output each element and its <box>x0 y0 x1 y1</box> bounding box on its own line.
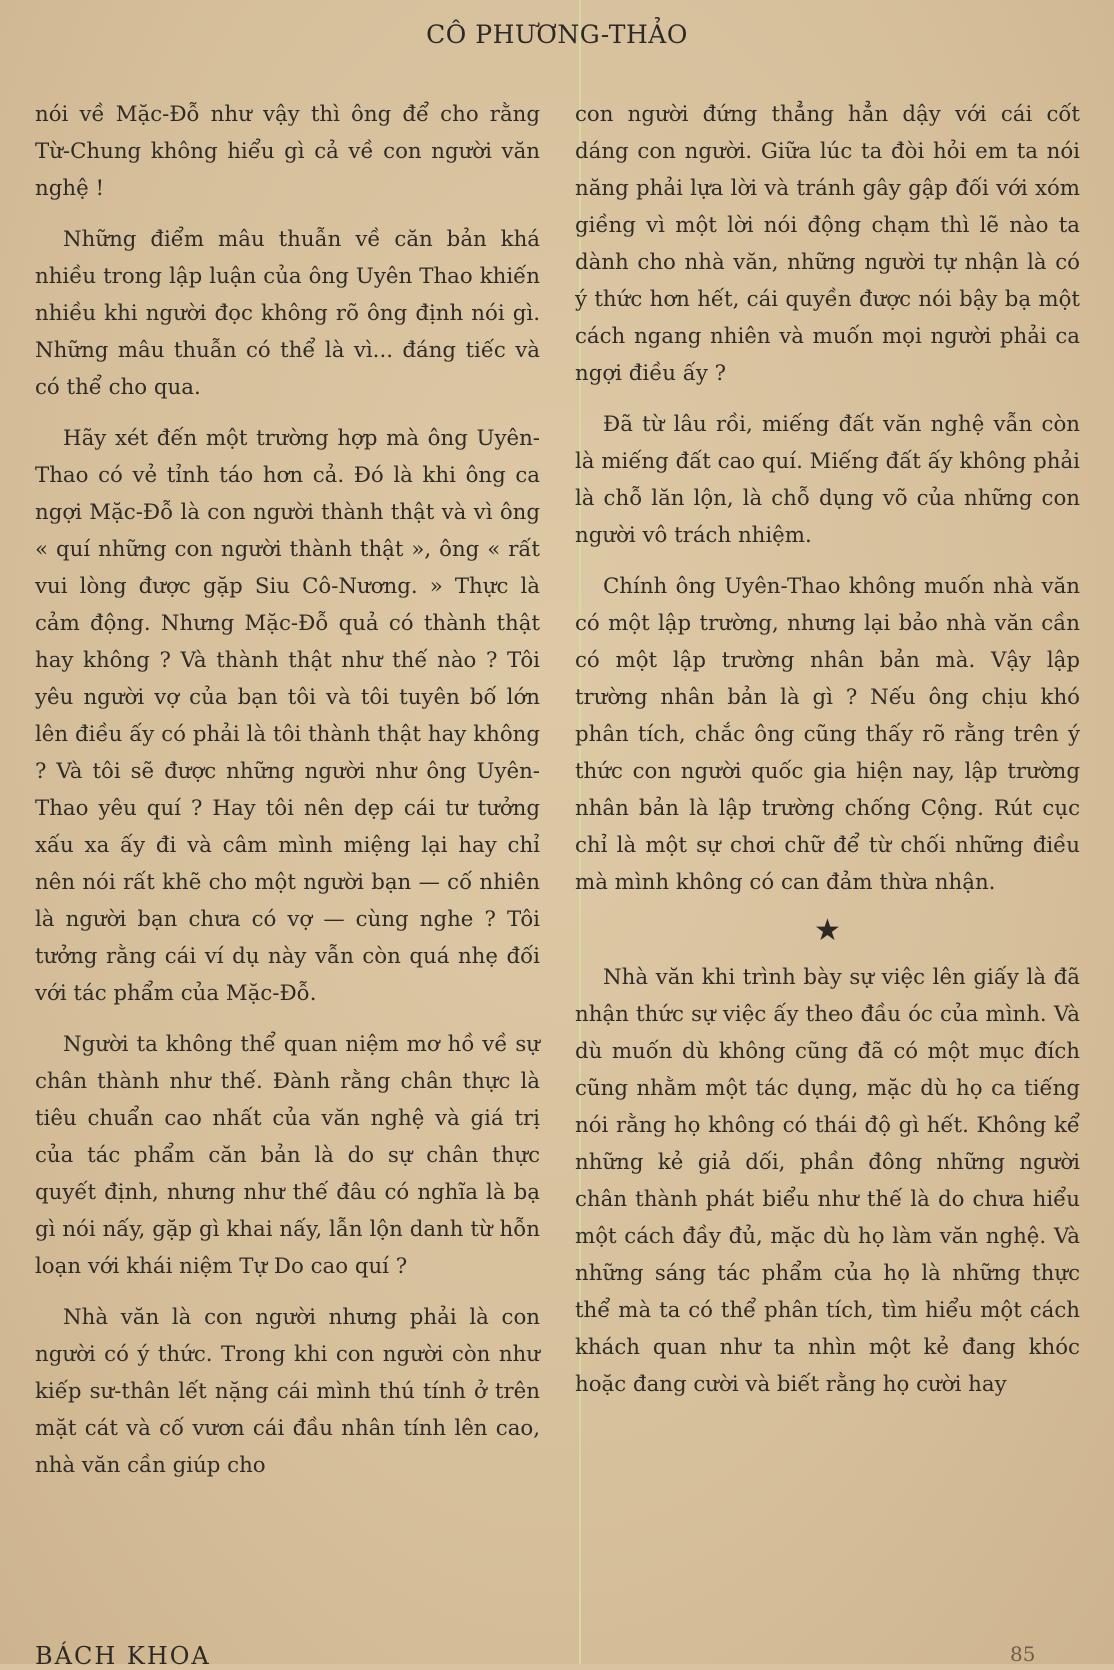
page-header-title: CÔ PHƯƠNG-THẢO <box>426 20 688 49</box>
right-paragraph-3: Chính ông Uyên-Thao không muốn nhà văn có một lập trường, nhưng lại bảo nhà văn cần có một lập trường nhân bản mà. Vậy lập trường nhân bản là gì ? Nếu ông chịu khó phân tích, chắc ông cũng thấy rõ rằng trên ý thức con người quốc gia hiện nay, lập trường nhân bản là lập trường chống Cộng. Rút cục chỉ là một sự chơi chữ để từ chối những điều mà mình không có can đảm thừa nhận. <box>575 574 1080 895</box>
left-paragraph-2: Những điểm mâu thuẫn về căn bản khá nhiều trong lập luận của ông Uyên Thao khiến nhiều khi người đọc không rõ ông định nói gì. Những mâu thuẫn có thể là vì... đáng tiếc và có thể cho qua. <box>35 227 540 400</box>
left-paragraph-5: Nhà văn là con người nhưng phải là con người có ý thức. Trong khi con người còn như kiếp sư-thân lết nặng cái mình thú tính ở trên mặt cát và cố vươn cái đầu nhân tính lên cao, nhà văn cần giúp cho <box>35 1305 540 1478</box>
right-column <box>575 96 1080 1403</box>
footer-magazine-name: BÁCH KHOA <box>35 1642 211 1670</box>
right-paragraph-2: Đã từ lâu rồi, miếng đất văn nghệ vẫn còn là miếng đất cao quí. Miếng đất ấy không phải là chỗ lăn lộn, là chỗ dụng võ của những con người vô trách nhiệm. <box>575 412 1080 548</box>
left-column <box>35 96 540 1484</box>
left-paragraph-4: Người ta không thể quan niệm mơ hồ về sự chân thành như thế. Đành rằng chân thực là tiêu chuẩn cao nhất của văn nghệ và giá trị của tác phẩm căn bản là do sự chân thực quyết định, nhưng như thế đâu có nghĩa là bạ gì nói nấy, gặp gì khai nấy, lẫn lộn danh từ hỗn loạn với khái niệm Tự Do cao quí ? <box>35 1032 540 1279</box>
left-paragraph-3: Hãy xét đến một trường hợp mà ông Uyên-Thao có vẻ tỉnh táo hơn cả. Đó là khi ông ca ngợi Mặc-Đỗ là con người thành thật và vì ông « quí những con người thành thật », ông « rất vui lòng được gặp Siu Cô-Nương. » Thực là cảm động. Nhưng Mặc-Đỗ quả có thành thật hay không ? Và thành thật như thế nào ? Tôi yêu người vợ của bạn tôi và tôi tuyên bố lớn lên điều ấy có phải là tôi thành thật hay không ? Và tôi sẽ được những người như ông Uyên-Thao yêu quí ? Hay tôi nên dẹp cái tư tưởng xấu xa ấy đi và câm mình miệng lại hay chỉ nên nói rất khẽ cho một người bạn — cố nhiên là người bạn chưa có vợ — cùng nghe ? Tôi tưởng rằng cái ví dụ này vẫn còn quá nhẹ đối với tác phẩm của Mặc-Đỗ. <box>35 426 540 1006</box>
footer-page-number: 85 <box>1010 1642 1036 1666</box>
right-paragraph-4: Nhà văn khi trình bày sự việc lên giấy là đã nhận thức sự việc ấy theo đầu óc của mình. Và dù muốn dù không cũng đã có một mục đích cũng nhằm một tác dụng, mặc dù họ ca tiếng nói rằng họ không có thái độ gì hết. Không kể những kẻ giả dối, phần đông những người chân thành phát biểu như thế là do chưa hiểu một cách đầy đủ, mặc dù họ làm văn nghệ. Và những sáng tác phẩm của họ là những thực thể mà ta có thể phân tích, tìm hiểu một cách khách quan như ta nhìn một kẻ đang khóc hoặc đang cười và biết rằng họ cười hay <box>575 965 1080 1397</box>
left-paragraph-1: nói về Mặc-Đỗ như vậy thì ông để cho rằng Từ-Chung không hiểu gì cả về con người văn nghệ ! <box>35 102 540 201</box>
right-paragraph-1: con người đứng thẳng hẳn dậy với cái cốt dáng con người. Giữa lúc ta đòi hỏi em ta nói năng phải lựa lời và tránh gây gập đối với xóm giềng vì một lời nói động chạm thì lẽ nào ta dành cho nhà văn, những người tự nhận là có ý thức hơn hết, cái quyền được nói bậy bạ một cách ngang nhiên và muốn mọi người phải ca ngợi điều ấy ? <box>575 102 1080 386</box>
section-divider-star-icon: ★ <box>814 913 841 948</box>
